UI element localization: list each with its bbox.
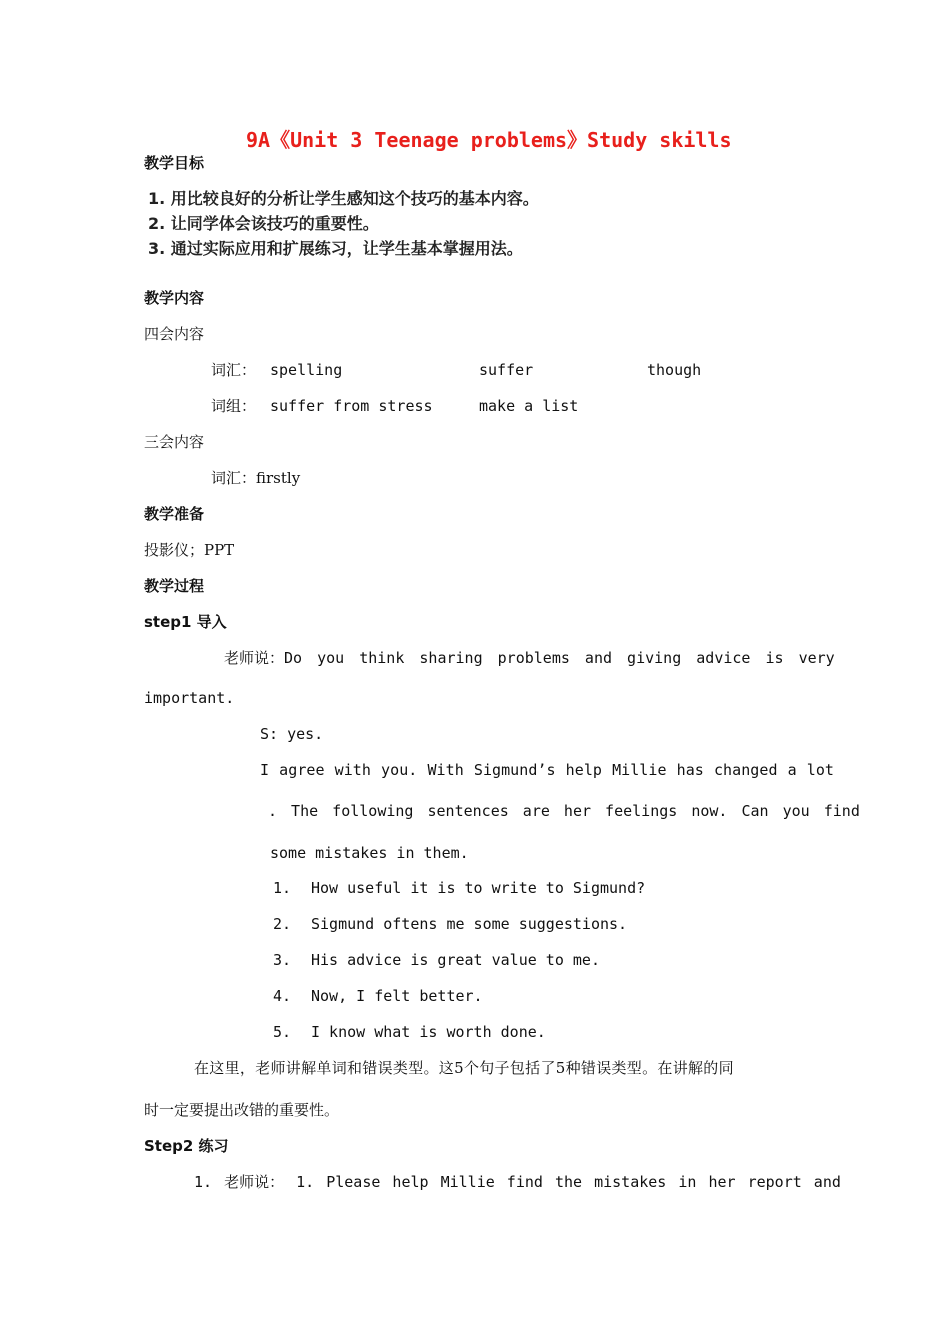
preparation-text: 投影仪；PPT bbox=[144, 541, 235, 559]
objectives-heading: 教学目标 bbox=[144, 154, 205, 172]
vocab-word: spelling bbox=[270, 361, 343, 379]
sentence-number: 3. bbox=[273, 951, 292, 969]
paragraph-line: . The following sentences are her feelings now. Can you find bbox=[268, 802, 860, 820]
step2-line: 1. 老师说： 1. Please help Millie find the mistakes in her report and bbox=[194, 1173, 841, 1191]
student-reply: S: yes. bbox=[260, 725, 324, 743]
teacher-line-continued: important. bbox=[144, 689, 235, 707]
objective-item: 3. 通过实际应用和扩展练习，让学生基本掌握用法。 bbox=[148, 239, 523, 258]
process-heading: 教学过程 bbox=[144, 577, 205, 595]
three-skills-label: 三会内容 bbox=[144, 433, 205, 451]
phrase: make a list bbox=[479, 397, 579, 415]
preparation-heading: 教学准备 bbox=[144, 505, 205, 523]
three-skills-vocab: 词汇：firstly bbox=[211, 469, 301, 487]
vocab-word: suffer bbox=[479, 361, 534, 379]
paragraph-line: some mistakes in them. bbox=[270, 844, 469, 862]
paragraph-line: I agree with you. With Sigmund’s help Millie has changed a lot bbox=[260, 761, 835, 779]
sentence-text: Sigmund oftens me some suggestions. bbox=[311, 915, 628, 933]
sentence-text: His advice is great value to me. bbox=[311, 951, 600, 969]
objective-item: 2. 让同学体会该技巧的重要性。 bbox=[148, 214, 379, 233]
sentence-number: 4. bbox=[273, 987, 292, 1005]
teacher-line bbox=[224, 647, 835, 668]
teacher-line-text: 老师说：Do you think sharing problems and giving advice is very bbox=[224, 649, 835, 667]
document-title: 9A《Unit 3 Teenage problems》Study skills bbox=[246, 128, 732, 152]
vocab-label: 词汇： bbox=[211, 361, 257, 379]
step1-heading: step1 导入 bbox=[144, 613, 227, 631]
sentence-number: 1. bbox=[273, 879, 292, 897]
sentence-number: 2. bbox=[273, 915, 292, 933]
step2-heading: Step2 练习 bbox=[144, 1137, 229, 1155]
phrase: suffer from stress bbox=[270, 397, 433, 415]
sentence-text: Now, I felt better. bbox=[311, 987, 483, 1005]
sentence-number: 5. bbox=[273, 1023, 292, 1041]
teacher-note: 时一定要提出改错的重要性。 bbox=[144, 1101, 340, 1119]
vocab-word: though bbox=[647, 361, 702, 379]
objective-item: 1. 用比较良好的分析让学生感知这个技巧的基本内容。 bbox=[148, 189, 539, 208]
teacher-note: 在这里，老师讲解单词和错误类型。这5个句子包括了5种错误类型。在讲解的同 bbox=[194, 1059, 734, 1077]
four-skills-label: 四会内容 bbox=[144, 325, 205, 343]
sentence-text: I know what is worth done. bbox=[311, 1023, 546, 1041]
phrase-label: 词组： bbox=[211, 397, 257, 415]
sentence-text: How useful it is to write to Sigmund? bbox=[311, 879, 646, 897]
content-heading: 教学内容 bbox=[144, 289, 205, 307]
